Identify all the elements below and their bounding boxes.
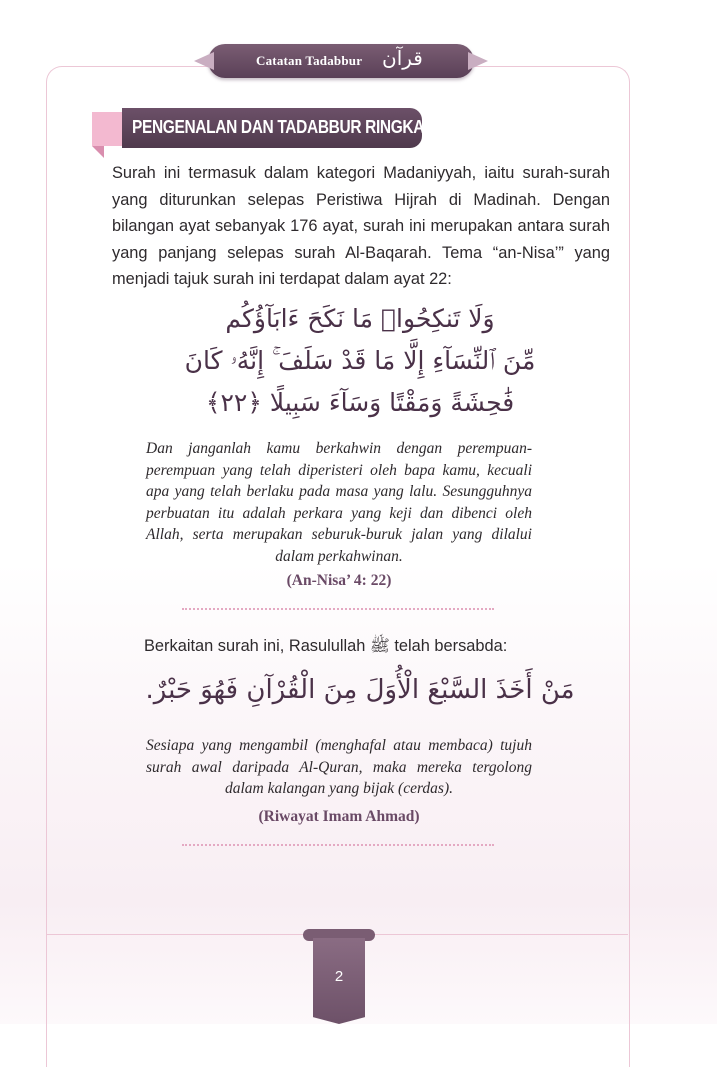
hadith-translation: Sesiapa yang mengambil (menghafal atau membaca) tujuh surah awal daripada Al-Quran, maka mereka tergolong dalam kalangan yang bijak (cerdas).	[146, 737, 532, 798]
verse-translation: Dan janganlah kamu berkahwin dengan perempuan-perempuan yang telah diperisteri oleh bapa kamu, kecuali apa yang telah berlaku pada masa yang lalu. Sesungguhnya perbuatan itu adalah perkara yang keji dan dibenci oleh Allah, serta merupakan seburuk-buruk jalan yang dilalui dalam perkahwinan.	[146, 440, 532, 565]
page-number: 2	[334, 968, 344, 985]
hadith-intro: Berkaitan surah ini, Rasulullah ﷺ telah bersabda:	[144, 637, 508, 655]
header-title: Catatan Tadabbur	[256, 53, 363, 68]
verse-reference: (An-Nisa’ 4: 22)	[286, 572, 392, 589]
verse-line: وَلَا تَنكِحُوا۟ مَا نَكَحَ ءَابَآؤُكُم	[225, 304, 495, 333]
hadith-reference: (Riwayat Imam Ahmad)	[258, 808, 420, 825]
verse-line: فَٰحِشَةً وَمَقْتًا وَسَآءَ سَبِيلًا ﴿٢٢﴾	[205, 388, 515, 417]
intro-paragraph: Surah ini termasuk dalam kategori Madaniyyah, iaitu surah-surah yang diturunkan selepas Peristiwa Hijrah di Madinah. Dengan bilangan ayat sebanyak 176 ayat, surah ini merupakan antara surah yang panjang selepas surah Al-Baqarah. Tema “an-Nisa’” yang menjadi tajuk surah ini terdapat dalam ayat 22:	[112, 164, 610, 289]
verse-line: مِّنَ ٱلنِّسَآءِ إِلَّا مَا قَدْ سَلَفَ ۚ إِنَّهُۥ كَانَ	[184, 346, 536, 375]
hadith-arabic: مَنْ أَخَذَ السَّبْعَ الْأُوَلَ مِنَ الْقُرْآنِ فَهُوَ حَبْرٌ.	[145, 675, 575, 705]
section-accent-tab	[92, 112, 126, 146]
quran-verse-arabic	[120, 298, 600, 424]
header-banner	[208, 44, 474, 78]
dotted-divider	[182, 844, 494, 846]
quran-logo: قرآن	[382, 46, 423, 70]
section-title: PENGENALAN DAN TADABBUR RINGKAS	[132, 117, 435, 137]
dotted-divider	[182, 608, 494, 610]
